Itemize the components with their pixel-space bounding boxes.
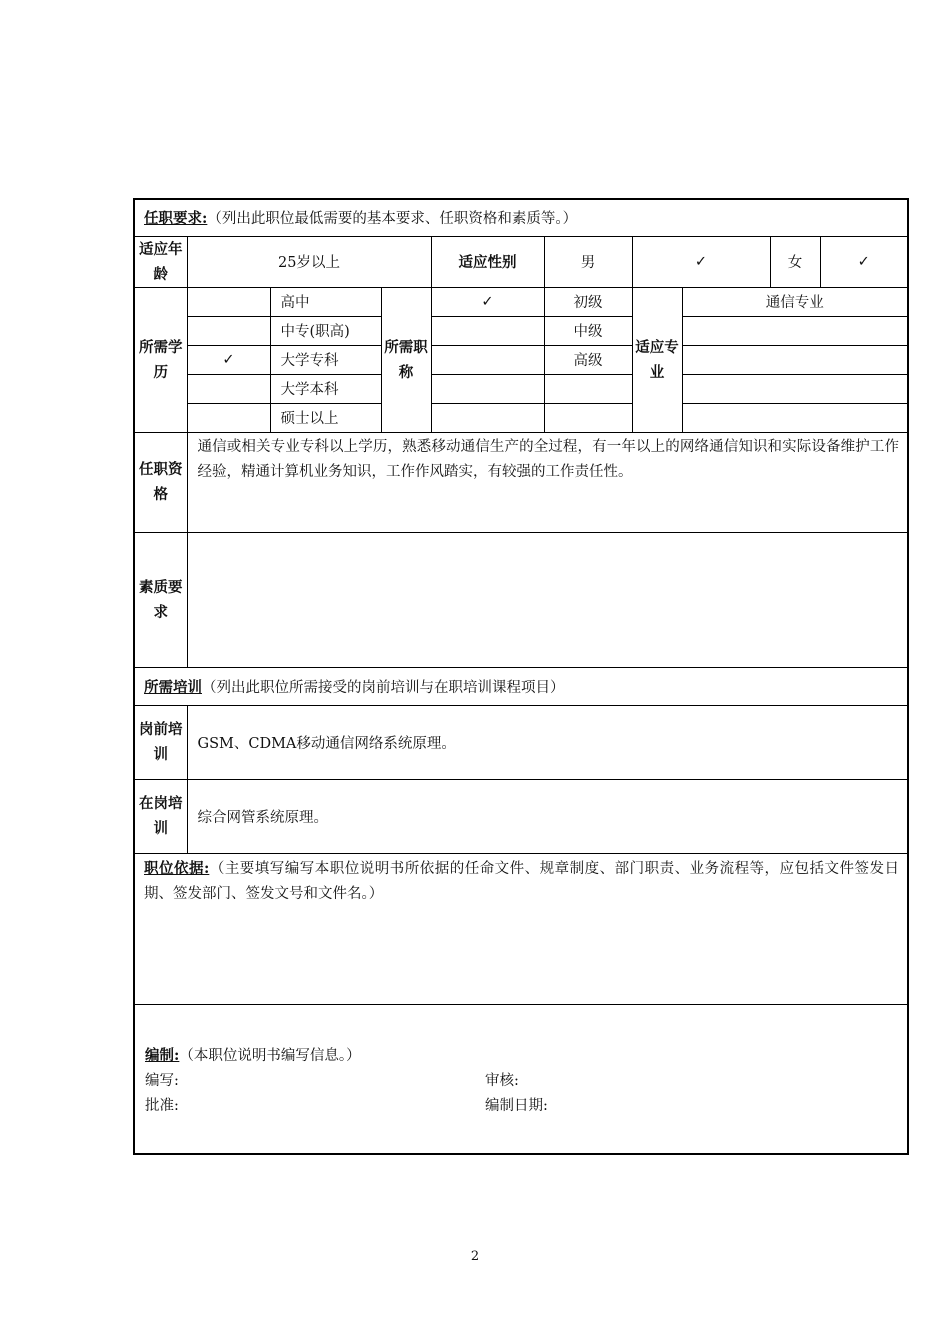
title-label: 所需职称 <box>381 287 431 432</box>
education-mark <box>187 316 270 345</box>
requirements-header-row <box>134 199 908 236</box>
training-title: 所需培训 <box>144 678 202 696</box>
compile-section <box>134 1004 908 1154</box>
basis-title: 职位依据: <box>144 859 210 877</box>
pre-training-text: GSM、CDMA移动通信网络系统原理。 <box>187 705 908 779</box>
on-training-row <box>134 779 908 853</box>
age-value: 25岁以上 <box>187 236 431 287</box>
qualification-text: 通信或相关专业专科以上学历，熟悉移动通信生产的全过程，有一年以上的网络通信知识和实际设备维护工作经验，精通计算机业务知识，工作作风踏实，有较强的工作责任性。 <box>187 432 908 532</box>
education-level: 硕士以上 <box>270 403 381 432</box>
major-value <box>682 316 908 345</box>
compile-row <box>134 1004 908 1154</box>
reviewer-label: 审核: <box>485 1072 519 1089</box>
date-label: 编制日期: <box>485 1097 548 1114</box>
basis-row <box>134 853 908 1004</box>
writer-label: 编写: <box>145 1072 179 1089</box>
training-header <box>134 667 908 705</box>
basis-section <box>134 853 908 1004</box>
training-note: （列出此职位所需接受的岗前培训与在职培训课程项目） <box>202 679 565 696</box>
title-mark <box>431 316 544 345</box>
signature-grid <box>145 1069 897 1119</box>
major-value <box>682 374 908 403</box>
job-requirements-table <box>133 198 909 1155</box>
requirements-title: 任职要求: <box>144 210 208 228</box>
pre-training-label: 岗前培训 <box>134 705 187 779</box>
education-mark <box>187 403 270 432</box>
education-mark: ✓ <box>187 345 270 374</box>
female-label: 女 <box>770 236 820 287</box>
male-checkmark: ✓ <box>632 236 770 287</box>
major-value <box>682 403 908 432</box>
major-label: 适应专业 <box>632 287 682 432</box>
compile-title: 编制: <box>145 1046 180 1064</box>
training-header-row <box>134 667 908 705</box>
title-level: 中级 <box>544 316 632 345</box>
quality-label: 素质要求 <box>134 532 187 667</box>
title-mark: ✓ <box>431 287 544 316</box>
education-mark <box>187 287 270 316</box>
age-label: 适应年龄 <box>134 236 187 287</box>
compile-heading <box>145 1043 897 1069</box>
education-level: 大学专科 <box>270 345 381 374</box>
compile-note: （本职位说明书编写信息。） <box>179 1047 361 1064</box>
title-mark <box>431 345 544 374</box>
education-mark <box>187 374 270 403</box>
female-checkmark: ✓ <box>820 236 908 287</box>
on-training-label: 在岗培训 <box>134 779 187 853</box>
education-label: 所需学历 <box>134 287 187 432</box>
level-row <box>134 345 908 374</box>
pre-training-row <box>134 705 908 779</box>
title-level: 高级 <box>544 345 632 374</box>
age-gender-row <box>134 236 908 287</box>
requirements-header <box>134 199 908 236</box>
page-number: 2 <box>470 1249 480 1264</box>
gender-label: 适应性别 <box>431 236 544 287</box>
requirements-note: （列出此职位最低需要的基本要求、任职资格和素质等。） <box>207 211 578 228</box>
quality-text <box>187 532 908 667</box>
level-row <box>134 316 908 345</box>
title-level: 初级 <box>544 287 632 316</box>
level-row <box>134 374 908 403</box>
major-value: 通信专业 <box>682 287 908 316</box>
qualification-label: 任职资格 <box>134 432 187 532</box>
level-row <box>134 287 908 316</box>
level-row <box>134 403 908 432</box>
title-level <box>544 403 632 432</box>
basis-note: （主要填写编写本职位说明书所依据的任命文件、规章制度、部门职责、业务流程等，应包括文件签发日期、签发部门、签发文号和文件名。） <box>144 860 899 902</box>
title-mark <box>431 374 544 403</box>
title-mark <box>431 403 544 432</box>
quality-row <box>134 532 908 667</box>
male-label: 男 <box>544 236 632 287</box>
qualification-row <box>134 432 908 532</box>
education-level: 高中 <box>270 287 381 316</box>
education-level: 中专(职高) <box>270 316 381 345</box>
on-training-text: 综合网管系统原理。 <box>187 779 908 853</box>
major-value <box>682 345 908 374</box>
education-level: 大学本科 <box>270 374 381 403</box>
title-level <box>544 374 632 403</box>
approver-label: 批准: <box>145 1097 179 1114</box>
